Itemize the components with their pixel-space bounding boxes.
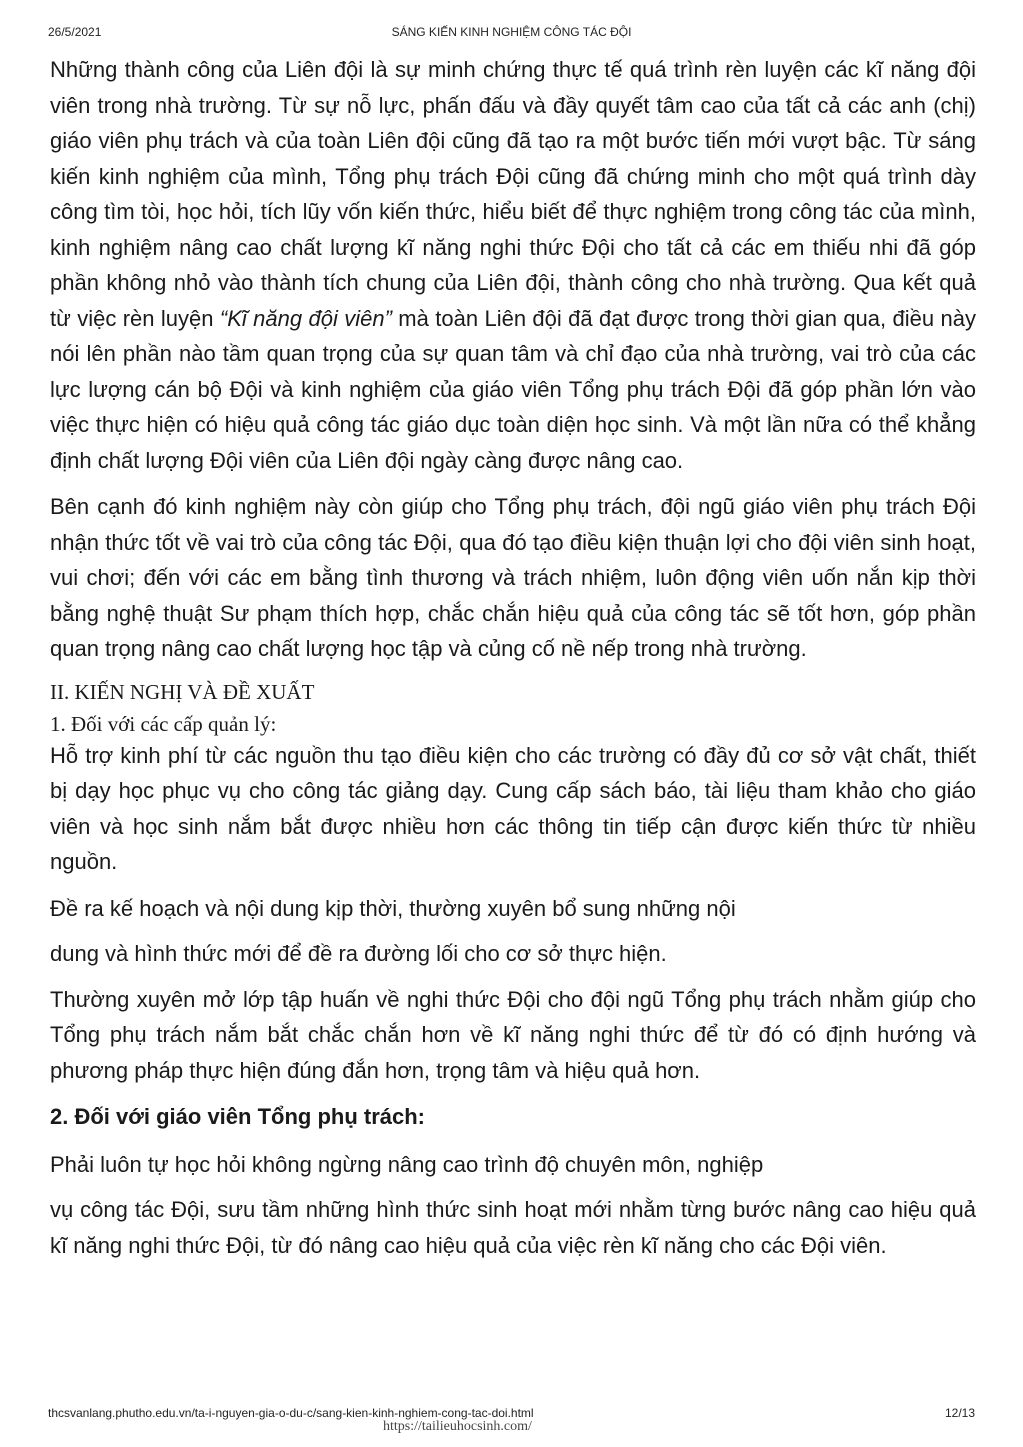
document-body <box>50 52 976 1274</box>
paragraph-selfstudy-1: Phải luôn tự học hỏi không ngừng nâng cao trình độ chuyên môn, nghiệp <box>50 1151 764 1177</box>
subsection-heading-managers: 1. Đối với các cấp quản lý: <box>50 711 277 736</box>
italic-quote: “Kĩ năng đội viên” <box>219 305 392 331</box>
paragraph-achievements <box>50 52 976 478</box>
paragraph-text: Những thành công của Liên đội là sự minh chứng thực tế quá trình rèn luyện các kĩ năng đội viên trong nhà trường. Từ sự nỗ lực, phấn đấu và đầy quyết tâm cao của tất cả các anh (chị) giáo viên phụ trách và của toàn Liên đội cũng đã tạo ra một bước tiến mới vượt bậc. Từ sáng kiến kinh nghiệm của mình, Tổng phụ trách Đội cũng đã chứng minh cho một quá trình dày công tìm tòi, học hỏi, tích lũy vốn kiến thức, hiểu biết để thực nghiệm trong công tác của mình, kinh nghiệm nâng cao chất lượng kĩ năng nghi thức Đội cho tất cả các em thiếu nhi đã góp phần không nhỏ vào thành tích chung của Liên đội, thành công cho nhà trường. Qua kết quả từ việc rèn luyện <box>50 57 976 331</box>
subsection-heading-teachers: 2. Đối với giáo viên Tổng phụ trách: <box>50 1104 425 1129</box>
paragraph-training: Thường xuyên mở lớp tập huấn về nghi thức Đội cho đội ngũ Tổng phụ trách nhằm giúp cho Tổng phụ trách nắm bắt chắc chắn hơn về kĩ năng nghi thức để từ đó có định hướng và phương pháp thực hiện đúng đắn hơn, trọng tâm và hiệu quả hơn. <box>50 986 976 1083</box>
paragraph-benefits: Bên cạnh đó kinh nghiệm này còn giúp cho Tổng phụ trách, đội ngũ giáo viên phụ trách Đội nhận thức tốt về vai trò của công tác Đội, qua đó tạo điều kiện thuận lợi cho đội viên sinh hoạt, vui chơi; đến với các em bằng tình thương và trách nhiệm, luôn động viên uốn nắn kịp thời bằng nghệ thuật Sư phạm thích hợp, chắc chắn hiệu quả của công tác sẽ tốt hơn, góp phần quan trọng nâng cao chất lượng học tập và củng cố nề nếp trong nhà trường. <box>50 494 976 661</box>
paragraph-plan-2: dung và hình thức mới để đề ra đường lối cho cơ sở thực hiện. <box>50 941 667 966</box>
paragraph-funding: Hỗ trợ kinh phí từ các nguồn thu tạo điều kiện cho các trường có đầy đủ cơ sở vật chất, thiết bị dạy học phục vụ cho công tác giảng dạy. Cung cấp sách báo, tài liệu tham khảo cho giáo viên và học sinh nắm bắt được nhiều hơn các thông tin tiếp cận được kiến thức từ nhiều nguồn. <box>50 742 976 874</box>
section-heading: II. KIẾN NGHỊ VÀ ĐỀ XUẤT <box>50 679 315 704</box>
footer-page-number: 12/13 <box>944 1406 975 1420</box>
header-title: SÁNG KIẾN KINH NGHIỆM CÔNG TÁC ĐỘI <box>391 25 632 39</box>
paragraph-selfstudy-2: vụ công tác Đội, sưu tầm những hình thức sinh hoạt mới nhằm từng bước nâng cao hiệu quả kĩ năng nghi thức Đội, từ đó nâng cao hiệu quả của việc rèn kĩ năng cho các Đội viên. <box>50 1197 976 1258</box>
footer-url: thcsvanlang.phutho.edu.vn/ta-i-nguyen-gia-o-du-c/sang-kien-kinh-nghiem-cong-tac-doi.html <box>48 1406 534 1420</box>
paragraph-plan-1: Đề ra kế hoạch và nội dung kịp thời, thường xuyên bổ sung những nội <box>50 895 736 921</box>
footer-watermark: https://tailieuhocsinh.com/ <box>383 1419 532 1434</box>
paragraph-text: mà toàn Liên đội đã đạt được trong thời gian qua, điều này nói lên phần nào tầm quan trọng của sự quan tâm và chỉ đạo của nhà trường, vai trò của các lực lượng cán bộ Đội và kinh nghiệm của giáo viên Tổng phụ trách Đội đã góp phần lớn vào việc thực hiện có hiệu quả công tác giáo dục toàn diện học sinh. Và một lần nữa có thể khẳng định chất lượng Đội viên của Liên đội ngày càng được nâng cao. <box>50 305 976 473</box>
header-date: 26/5/2021 <box>48 25 102 39</box>
